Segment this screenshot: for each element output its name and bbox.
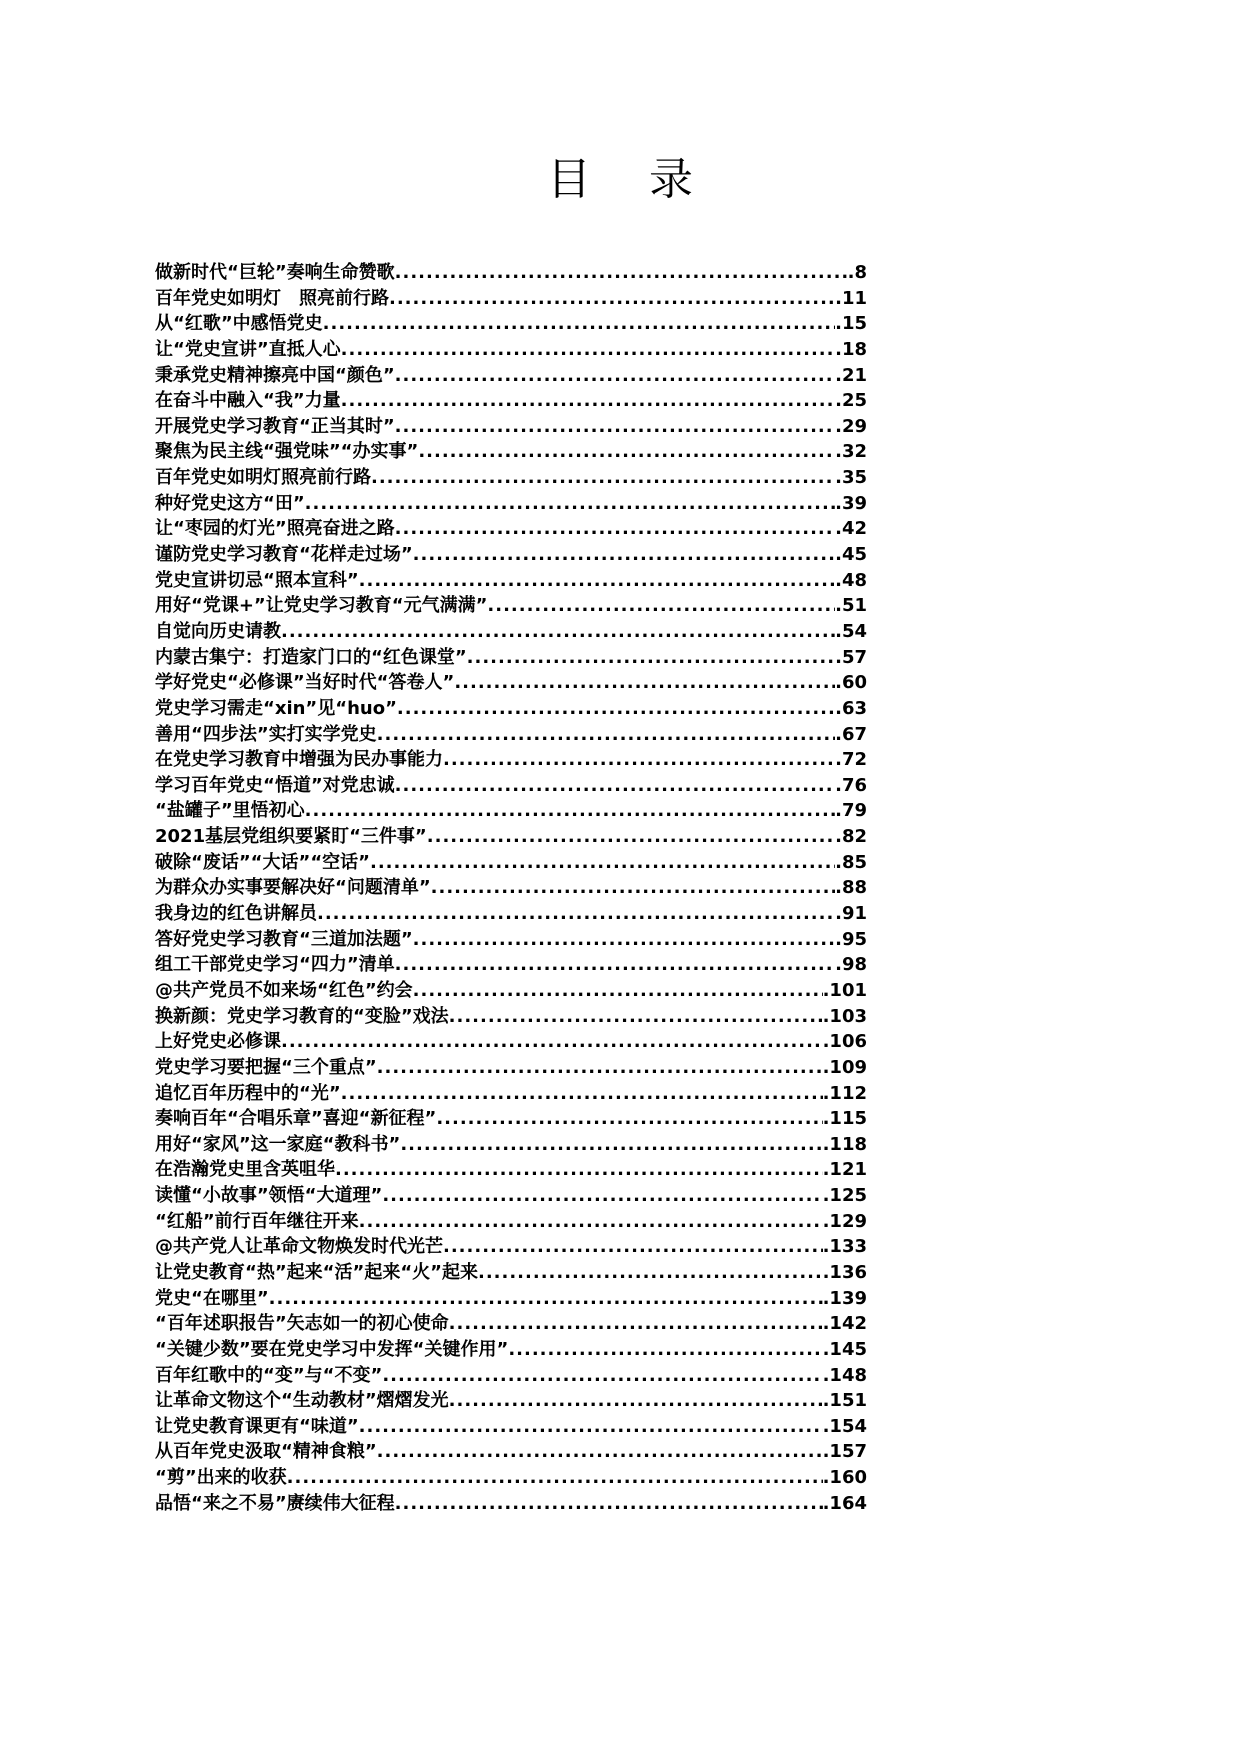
toc-entry-page-number: .88 xyxy=(835,877,867,899)
dot-leader xyxy=(382,1183,822,1209)
table-of-contents xyxy=(155,260,867,1516)
dot-leader xyxy=(382,1363,822,1389)
dot-leader xyxy=(359,568,835,594)
toc-entry-title: 百年党史如明灯照亮前行路 xyxy=(155,467,371,489)
toc-entry[interactable] xyxy=(155,363,867,389)
toc-entry-page-number: .139 xyxy=(822,1287,867,1309)
toc-entry[interactable] xyxy=(155,414,867,440)
toc-entry[interactable] xyxy=(155,1286,867,1312)
dot-leader xyxy=(395,260,848,286)
dot-leader xyxy=(335,1157,823,1183)
toc-entry[interactable] xyxy=(155,593,867,619)
toc-entry[interactable] xyxy=(155,1491,867,1517)
toc-entry[interactable] xyxy=(155,696,867,722)
toc-entry-title: 党史宣讲切忌“照本宣科” xyxy=(155,569,359,591)
toc-entry-title: 让“党史宣讲”直抵人心 xyxy=(155,338,341,360)
toc-entry-title: 百年红歌中的“变”与“不变” xyxy=(155,1364,383,1386)
dot-leader xyxy=(454,670,835,696)
toc-entry-page-number: .45 xyxy=(835,544,867,566)
toc-entry-page-number: .29 xyxy=(835,415,867,437)
toc-entry[interactable] xyxy=(155,824,867,850)
toc-entry-page-number: .148 xyxy=(822,1364,867,1386)
toc-entry[interactable] xyxy=(155,1029,867,1055)
dot-leader xyxy=(413,978,823,1004)
toc-entry-title: 破除“废话”“大话”“空话” xyxy=(155,851,370,873)
toc-entry[interactable] xyxy=(155,952,867,978)
dot-leader xyxy=(400,1132,822,1158)
dot-leader xyxy=(478,1260,823,1286)
toc-entry-page-number: .98 xyxy=(835,954,867,976)
toc-entry-page-number: .35 xyxy=(835,467,867,489)
toc-entry-title: 上好党史必修课 xyxy=(155,1031,281,1053)
toc-entry-page-number: .142 xyxy=(822,1313,867,1335)
dot-leader xyxy=(389,286,835,312)
toc-entry[interactable] xyxy=(155,1081,867,1107)
toc-entry[interactable] xyxy=(155,516,867,542)
dot-leader xyxy=(281,1029,823,1055)
toc-entry-title: 让革命文物这个“生动教材”熠熠发光 xyxy=(155,1390,449,1412)
toc-entry[interactable] xyxy=(155,722,867,748)
toc-entry-title: “百年述职报告”矢志如一的初心使命 xyxy=(155,1313,449,1335)
toc-entry-page-number: .106 xyxy=(822,1031,867,1053)
toc-entry-page-number: .42 xyxy=(835,518,867,540)
dot-leader xyxy=(395,516,835,542)
toc-entry-title: 奏响百年“合唱乐章”喜迎“新征程” xyxy=(155,1108,437,1130)
toc-entry[interactable] xyxy=(155,1106,867,1132)
toc-entry-page-number: .25 xyxy=(835,390,867,412)
toc-entry-page-number: .32 xyxy=(835,441,867,463)
toc-entry[interactable] xyxy=(155,337,867,363)
toc-entry-title: “红船”前行百年继往开来 xyxy=(155,1210,359,1232)
dot-leader xyxy=(371,465,835,491)
dot-leader xyxy=(305,798,835,824)
toc-entry-title: 从百年党史汲取“精神食粮” xyxy=(155,1441,377,1463)
dot-leader xyxy=(467,645,835,671)
toc-entry[interactable] xyxy=(155,1132,867,1158)
toc-entry-title: 品悟“来之不易”赓续伟大征程 xyxy=(155,1492,395,1514)
toc-entry-title: 答好党史学习教育“三道加法题” xyxy=(155,928,413,950)
toc-entry[interactable] xyxy=(155,1311,867,1337)
toc-entry-title: 用好“家风”这一家庭“教科书” xyxy=(155,1133,401,1155)
toc-entry-page-number: .136 xyxy=(822,1261,867,1283)
toc-entry-page-number: .57 xyxy=(835,646,867,668)
toc-entry-title: 在浩瀚党史里含英咀华 xyxy=(155,1159,335,1181)
toc-entry-page-number: .133 xyxy=(822,1236,867,1258)
toc-entry-page-number: .39 xyxy=(835,492,867,514)
toc-entry[interactable] xyxy=(155,901,867,927)
toc-entry[interactable] xyxy=(155,439,867,465)
toc-entry[interactable] xyxy=(155,875,867,901)
toc-entry-title: 秉承党史精神擦亮中国“颜色” xyxy=(155,364,395,386)
toc-entry-page-number: .67 xyxy=(835,723,867,745)
toc-entry[interactable] xyxy=(155,1183,867,1209)
toc-entry[interactable] xyxy=(155,1234,867,1260)
toc-entry-page-number: .63 xyxy=(835,697,867,719)
page-title: 目 录 xyxy=(547,154,715,206)
toc-entry[interactable] xyxy=(155,1209,867,1235)
dot-leader xyxy=(413,927,835,953)
toc-entry-page-number: .157 xyxy=(822,1441,867,1463)
toc-entry-title: “盐罐子”里悟初心 xyxy=(155,800,305,822)
dot-leader xyxy=(287,1465,823,1491)
toc-entry-title: 为群众办实事要解决好“问题清单” xyxy=(155,877,431,899)
toc-entry-page-number: .76 xyxy=(835,774,867,796)
toc-entry[interactable] xyxy=(155,978,867,1004)
toc-entry-title: 我身边的红色讲解员 xyxy=(155,903,317,925)
dot-leader xyxy=(508,1337,822,1363)
dot-leader xyxy=(487,593,835,619)
toc-entry-title: 聚焦为民主线“强党味”“办实事” xyxy=(155,441,419,463)
dot-leader xyxy=(449,1004,823,1030)
dot-leader xyxy=(377,1439,823,1465)
toc-entry-title: 内蒙古集宁：打造家门口的“红色课堂” xyxy=(155,646,467,668)
toc-entry[interactable] xyxy=(155,619,867,645)
dot-leader xyxy=(449,1311,823,1337)
toc-entry[interactable] xyxy=(155,850,867,876)
dot-leader xyxy=(436,1106,822,1132)
toc-entry-page-number: .95 xyxy=(835,928,867,950)
toc-entry[interactable] xyxy=(155,311,867,337)
toc-entry[interactable] xyxy=(155,1414,867,1440)
toc-entry-title: 善用“四步法”实打实学党史 xyxy=(155,723,377,745)
toc-entry[interactable] xyxy=(155,1260,867,1286)
toc-entry-title: 组工干部党史学习“四力”清单 xyxy=(155,954,395,976)
dot-leader xyxy=(370,850,835,876)
toc-entry-title: 自觉向历史请教 xyxy=(155,620,281,642)
toc-entry[interactable] xyxy=(155,1055,867,1081)
dot-leader xyxy=(377,1055,823,1081)
toc-entry-page-number: .164 xyxy=(822,1492,867,1514)
toc-entry[interactable] xyxy=(155,798,867,824)
toc-entry-title: 百年党史如明灯 照亮前行路 xyxy=(155,287,389,309)
toc-entry-title: 党史学习要把握“三个重点” xyxy=(155,1056,377,1078)
toc-entry-page-number: .160 xyxy=(822,1467,867,1489)
dot-leader xyxy=(427,824,835,850)
toc-entry-title: 做新时代“巨轮”奏响生命赞歌 xyxy=(155,262,395,283)
toc-entry-title: @共产党员不如来场“红色”约会 xyxy=(155,979,413,1001)
toc-entry-page-number: .54 xyxy=(835,620,867,642)
toc-entry[interactable] xyxy=(155,747,867,773)
toc-entry-page-number: .48 xyxy=(835,569,867,591)
toc-entry-page-number: .11 xyxy=(835,287,867,309)
toc-entry[interactable] xyxy=(155,388,867,414)
toc-entry[interactable] xyxy=(155,568,867,594)
toc-entry-page-number: .129 xyxy=(822,1210,867,1232)
toc-entry-page-number: .121 xyxy=(822,1159,867,1181)
dot-leader xyxy=(359,1414,823,1440)
toc-entry-title: 党史“在哪里” xyxy=(155,1287,269,1309)
dot-leader xyxy=(397,696,835,722)
toc-entry-title: 换新颜：党史学习教育的“变脸”戏法 xyxy=(155,1005,449,1027)
toc-entry-title: 让党史教育“热”起来“活”起来“火”起来 xyxy=(155,1261,478,1283)
dot-leader xyxy=(341,337,835,363)
toc-entry-page-number: .112 xyxy=(822,1082,867,1104)
dot-leader xyxy=(443,1234,823,1260)
dot-leader xyxy=(323,311,835,337)
toc-entry-page-number: .8 xyxy=(847,262,867,283)
toc-entry[interactable] xyxy=(155,1465,867,1491)
toc-entry-title: “剪”出来的收获 xyxy=(155,1467,287,1489)
toc-entry-title: “关键少数”要在党史学习中发挥“关键作用” xyxy=(155,1338,509,1360)
toc-entry-page-number: .18 xyxy=(835,338,867,360)
toc-entry-title: 让党史教育课更有“味道” xyxy=(155,1415,359,1437)
toc-entry-title: 开展党史学习教育“正当其时” xyxy=(155,415,395,437)
dot-leader xyxy=(377,722,835,748)
dot-leader xyxy=(395,952,835,978)
dot-leader xyxy=(395,363,835,389)
toc-entry-title: 学习百年党史“悟道”对党忠诚 xyxy=(155,774,395,796)
toc-entry[interactable] xyxy=(155,286,867,312)
toc-entry-page-number: .60 xyxy=(835,672,867,694)
toc-entry[interactable] xyxy=(155,260,867,286)
dot-leader xyxy=(431,875,835,901)
toc-entry[interactable] xyxy=(155,491,867,517)
toc-entry-title: 追忆百年历程中的“光” xyxy=(155,1082,341,1104)
toc-entry-title: 在奋斗中融入“我”力量 xyxy=(155,390,341,412)
toc-entry-title: 读懂“小故事”领悟“大道理” xyxy=(155,1185,383,1207)
dot-leader xyxy=(359,1209,823,1235)
dot-leader xyxy=(395,1491,823,1517)
toc-entry-page-number: .145 xyxy=(822,1338,867,1360)
dot-leader xyxy=(418,439,835,465)
toc-entry[interactable] xyxy=(155,1157,867,1183)
toc-entry[interactable] xyxy=(155,1363,867,1389)
toc-entry-title: 在党史学习教育中增强为民办事能力 xyxy=(155,749,443,771)
toc-entry-page-number: .151 xyxy=(822,1390,867,1412)
dot-leader xyxy=(395,773,835,799)
toc-entry[interactable] xyxy=(155,927,867,953)
dot-leader xyxy=(281,619,835,645)
toc-entry-page-number: .72 xyxy=(835,749,867,771)
toc-entry[interactable] xyxy=(155,773,867,799)
toc-entry-title: 党史学习需走“xin”见“huo” xyxy=(155,697,397,719)
toc-entry-title: 种好党史这方“田” xyxy=(155,492,305,514)
dot-leader xyxy=(317,901,835,927)
toc-entry-page-number: .125 xyxy=(822,1185,867,1207)
dot-leader xyxy=(269,1286,823,1312)
toc-entry-page-number: .85 xyxy=(835,851,867,873)
dot-leader xyxy=(413,542,835,568)
dot-leader xyxy=(341,1081,823,1107)
toc-entry-page-number: .82 xyxy=(835,826,867,848)
toc-entry[interactable] xyxy=(155,1337,867,1363)
toc-entry[interactable] xyxy=(155,542,867,568)
toc-entry-title: 谨防党史学习教育“花样走过场” xyxy=(155,544,413,566)
toc-entry-page-number: .103 xyxy=(822,1005,867,1027)
toc-entry[interactable] xyxy=(155,645,867,671)
toc-entry-title: 学好党史“必修课”当好时代“答卷人” xyxy=(155,672,455,694)
toc-entry[interactable] xyxy=(155,1439,867,1465)
toc-entry-page-number: .101 xyxy=(822,979,867,1001)
toc-entry-title: 用好“党课+”让党史学习教育“元气满满” xyxy=(155,595,488,617)
dot-leader xyxy=(305,491,835,517)
toc-entry-page-number: .118 xyxy=(822,1133,867,1155)
toc-entry-page-number: .91 xyxy=(835,903,867,925)
toc-entry-title: 2021基层党组织要紧盯“三件事” xyxy=(155,826,427,848)
toc-entry-page-number: .79 xyxy=(835,800,867,822)
toc-entry-page-number: .51 xyxy=(835,595,867,617)
toc-entry[interactable] xyxy=(155,465,867,491)
dot-leader xyxy=(443,747,835,773)
toc-entry-page-number: .115 xyxy=(822,1108,867,1130)
dot-leader xyxy=(449,1388,823,1414)
toc-entry-page-number: .21 xyxy=(835,364,867,386)
toc-entry-title: @共产党人让革命文物焕发时代光芒 xyxy=(155,1236,443,1258)
toc-entry-page-number: .15 xyxy=(835,313,867,335)
toc-entry[interactable] xyxy=(155,1004,867,1030)
dot-leader xyxy=(341,388,835,414)
dot-leader xyxy=(395,414,835,440)
toc-entry-title: 让“枣园的灯光”照亮奋进之路 xyxy=(155,518,395,540)
toc-entry-page-number: .109 xyxy=(822,1056,867,1078)
toc-entry[interactable] xyxy=(155,1388,867,1414)
toc-entry-page-number: .154 xyxy=(822,1415,867,1437)
toc-entry-title: 从“红歌”中感悟党史 xyxy=(155,313,323,335)
toc-entry[interactable] xyxy=(155,670,867,696)
